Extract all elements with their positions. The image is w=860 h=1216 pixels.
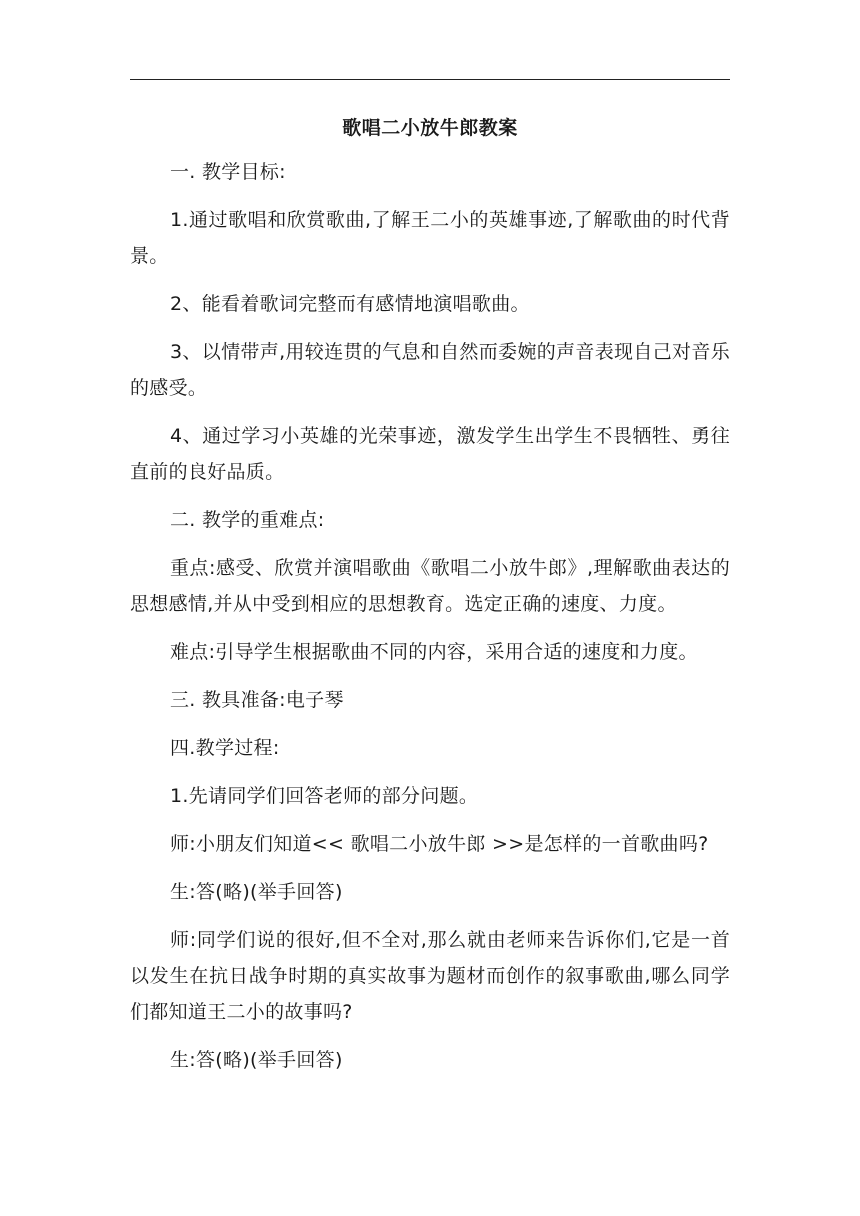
section-heading-materials: 三. 教具准备:电子琴 xyxy=(170,689,344,711)
objective-item-4: 4、通过学习小英雄的光荣事迹，激发学生出学生不畏牺牲、勇往直前的良好品质。 xyxy=(130,425,730,483)
document-title: 歌唱二小放牛郎教案 xyxy=(342,117,518,139)
dialogue-student-2: 生:答(略)(举手回答) xyxy=(170,1049,343,1071)
objective-item-1: 1.通过歌唱和欣赏歌曲,了解王二小的英雄事迹,了解歌曲的时代背景。 xyxy=(130,209,730,267)
section-heading-key-points: 二. 教学的重难点: xyxy=(170,509,325,531)
objective-item-2: 2、能看着歌词完整而有感情地演唱歌曲。 xyxy=(170,293,530,315)
header-rule xyxy=(130,79,730,80)
process-step-1: 1.先请同学们回答老师的部分问题。 xyxy=(170,785,479,807)
key-point-paragraph: 重点:感受、欣赏并演唱歌曲《歌唱二小放牛郎》,理解歌曲表达的思想感情,并从中受到相应的思想教育。选定正确的速度、力度。 xyxy=(130,557,730,615)
dialogue-teacher-1: 师:小朋友们知道<< 歌唱二小放牛郎 >>是怎样的一首歌曲吗? xyxy=(170,833,709,855)
difficulty-paragraph: 难点:引导学生根据歌曲不同的内容，采用合适的速度和力度。 xyxy=(170,641,698,663)
dialogue-student-1: 生:答(略)(举手回答) xyxy=(170,881,343,903)
objective-item-3: 3、以情带声,用较连贯的气息和自然而委婉的声音表现自己对音乐的感受。 xyxy=(130,341,730,399)
section-heading-process: 四.教学过程: xyxy=(170,737,280,759)
section-heading-objectives: 一. 教学目标: xyxy=(170,161,286,183)
dialogue-teacher-2: 师:同学们说的很好,但不全对,那么就由老师来告诉你们,它是一首以发生在抗日战争时期的真实故事为题材而创作的叙事歌曲,哪么同学们都知道王二小的故事吗? xyxy=(130,929,730,1023)
document-body xyxy=(130,154,730,1090)
